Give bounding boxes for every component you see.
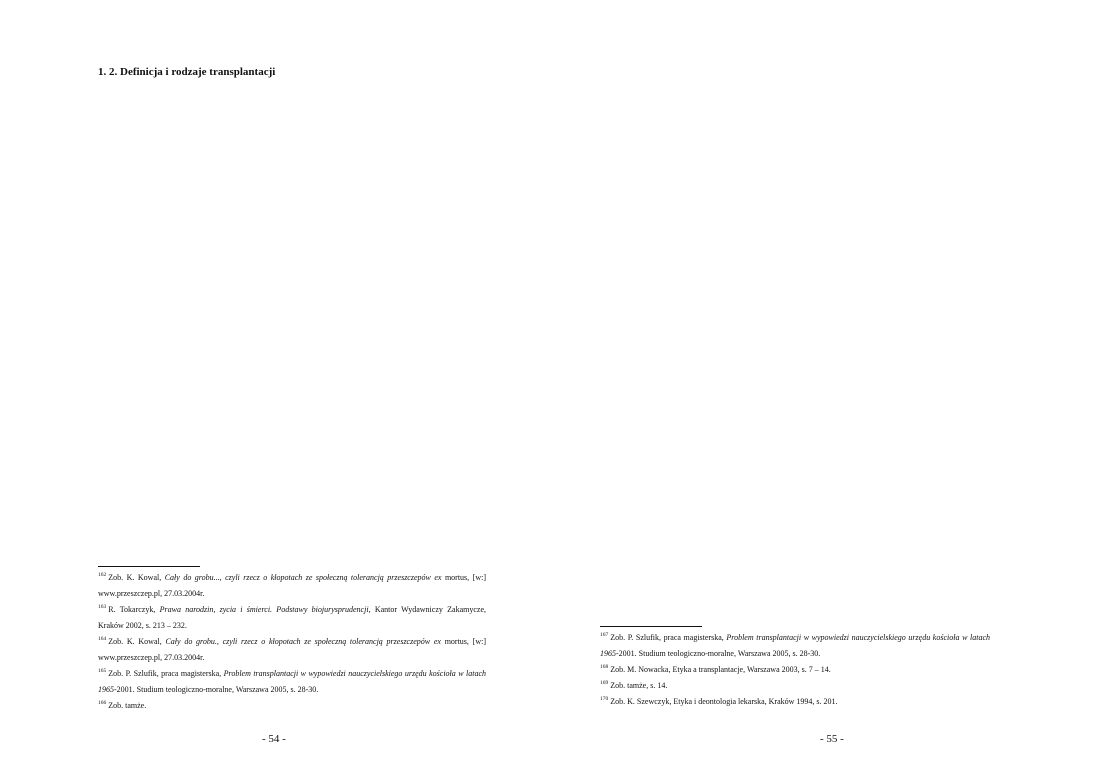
- footnote-text: mortus, [w:] www.przeszczep.pl, 27.03.2004r.: [98, 637, 486, 662]
- footnote-marker: 166: [98, 700, 107, 707]
- footnote-text: Zob. P. Szlufik, praca magisterska,: [108, 669, 224, 678]
- footnote-marker: 170: [600, 696, 609, 703]
- section-heading: 1. 2. Definicja i rodzaje transplantacji: [98, 66, 276, 78]
- footnote-text: -2001. Studium teologiczno-moralne, Warszawa 2005, s. 28-30.: [114, 685, 319, 694]
- footnote-title: Problem transplantacji w wypowiedzi nauczycielskiego urzędu kościoła w latach 1965: [98, 669, 487, 694]
- footnote-rule: [98, 566, 200, 567]
- footnote-title: Prawa narodzin, zycia i śmierci. Podstawy biojurysprudencji: [159, 605, 369, 614]
- footnote-text: Zob. M. Nowacka, Etyka a transplantacje, Warszawa 2003, s. 7 – 14.: [610, 665, 831, 674]
- footnote-marker: 164: [98, 636, 107, 643]
- footnote-text: Zob. P. Szlufik, praca magisterska,: [610, 633, 727, 642]
- footnote-text: Zob. tamże, s. 14.: [610, 681, 668, 690]
- footnote-text: R. Tokarczyk,: [108, 605, 160, 614]
- footnote-163: [98, 602, 486, 634]
- footnote-marker: 168: [600, 664, 609, 671]
- footnote-167: [600, 630, 990, 662]
- footnote-rule: [600, 626, 702, 627]
- footnote-title: Problem transplantacji w wypowiedzi nauczycielskiego urzędu kościoła w latach 1965: [600, 633, 991, 658]
- footnote-162: [98, 570, 486, 602]
- footnote-title: Cały do grobu..., czyli rzecz o kłopotach ze społeczną tolerancją przeszczepów ex: [164, 573, 442, 582]
- footnotes: [600, 626, 990, 710]
- footnote-165: [98, 666, 486, 698]
- footnote-marker: 169: [600, 680, 609, 687]
- page-number: - 55 -: [820, 733, 844, 745]
- footnote-168: [600, 662, 990, 678]
- footnote-text: mortus, [w:] www.przeszczep.pl, 27.03.2004r.: [98, 573, 486, 598]
- footnote-text: Zob. tamże.: [108, 701, 147, 710]
- footnote-169: [600, 678, 990, 694]
- page-number: - 54 -: [262, 733, 286, 745]
- footnote-text: -2001. Studium teologiczno-moralne, Warszawa 2005, s. 28-30.: [616, 649, 821, 658]
- footnote-166: [98, 698, 486, 714]
- footnotes: [98, 566, 486, 714]
- footnote-marker: 162: [98, 572, 107, 579]
- footnote-text: Zob. K. Kowal,: [108, 637, 166, 646]
- footnote-text: Zob. K. Kowal,: [108, 573, 165, 582]
- footnote-marker: 167: [600, 632, 609, 639]
- footnote-text: , Kantor Wydawniczy Zakamycze, Kraków 2002, s. 213 – 232.: [98, 605, 486, 630]
- footnote-170: [600, 694, 990, 710]
- footnote-164: [98, 634, 486, 666]
- footnote-title: Cały do grobu., czyli rzecz o kłopotach ze społeczną tolerancją przeszczepów ex: [165, 637, 441, 646]
- right-page: [550, 0, 1100, 778]
- footnote-marker: 163: [98, 604, 107, 611]
- footnote-text: Zob. K. Szewczyk, Etyka i deontologia lekarska, Kraków 1994, s. 201.: [610, 697, 838, 706]
- footnote-marker: 165: [98, 668, 107, 675]
